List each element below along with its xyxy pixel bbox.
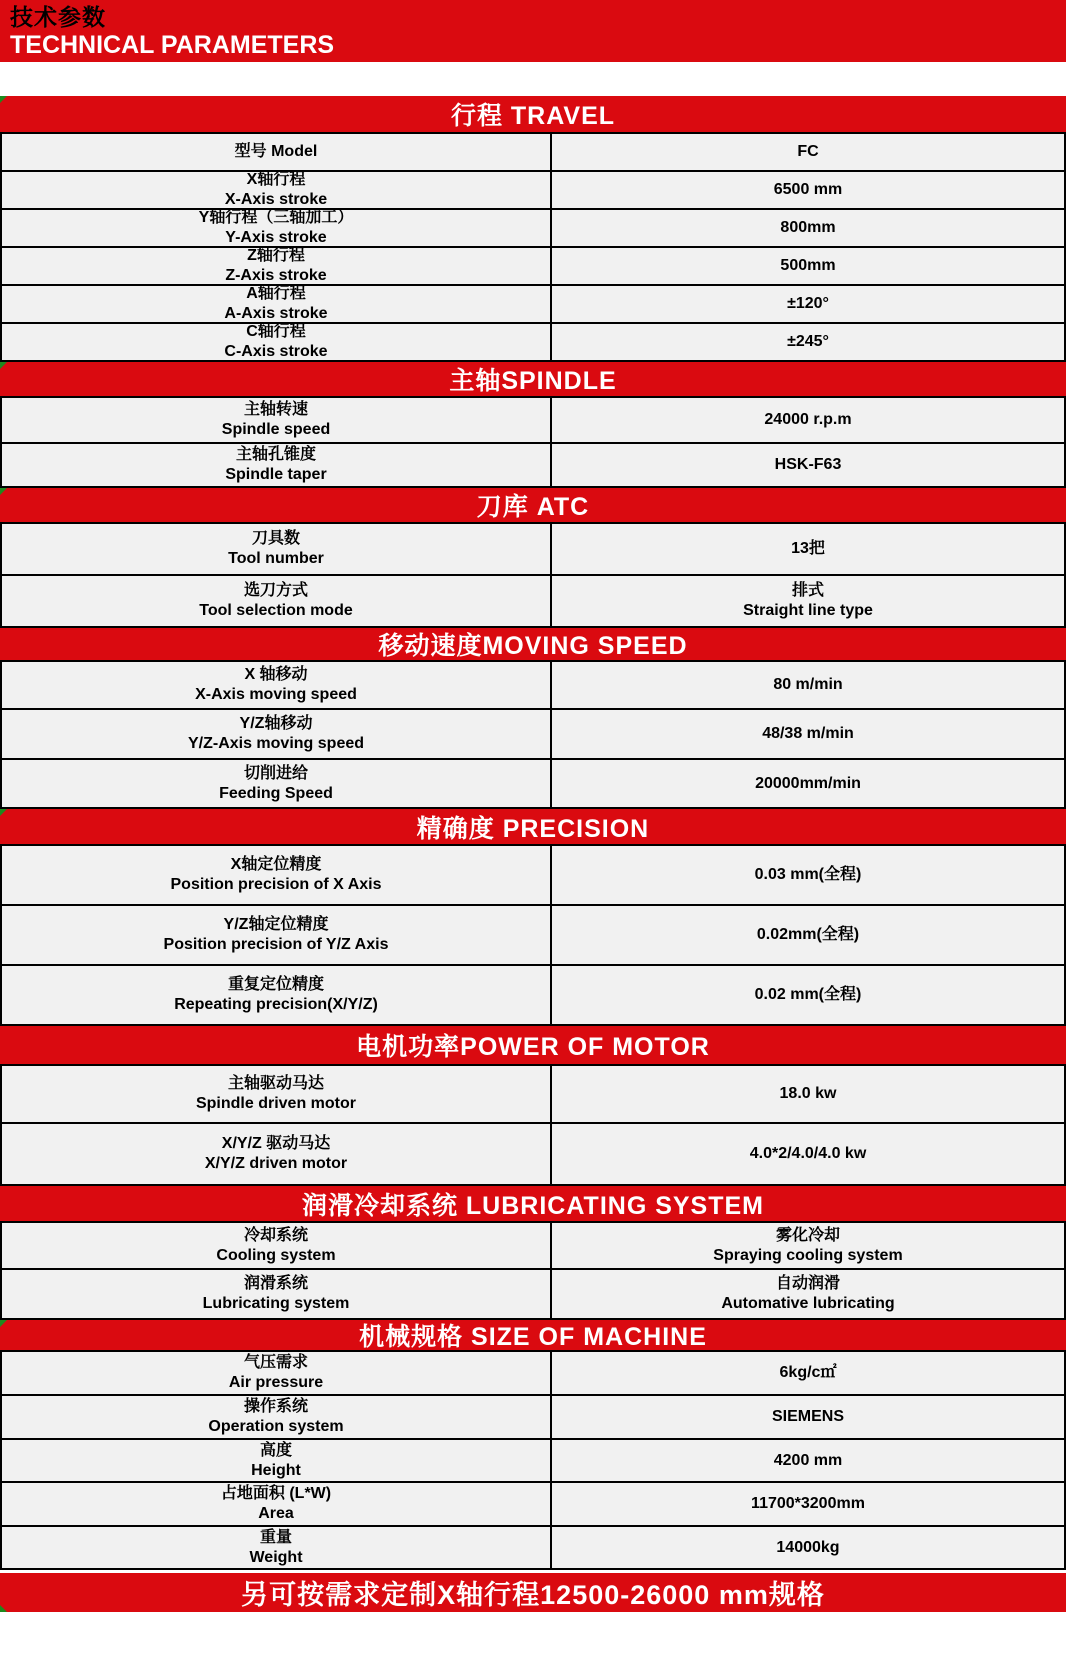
table-row [0,966,1066,1026]
table-row [0,1483,1066,1527]
param-label-line-1: 刀具数 [251,530,300,547]
param-label-line-2: Cooling system [216,1246,336,1264]
table-row [0,760,1066,809]
param-label-cell [2,134,552,170]
param-value-line-1: ±245° [787,333,829,350]
section-title: 移动速度MOVING SPEED [378,632,688,660]
param-label-line-2: Air pressure [228,1374,324,1391]
spec-table [0,96,1066,1570]
section-header [0,1026,1066,1066]
section-title: 机械规格 SIZE OF MACHINE [359,1323,707,1351]
param-label-line-2: Tool selection mode [199,602,353,619]
param-value-line-1: 800mm [780,219,836,236]
param-value-cell [552,1223,1064,1268]
table-row [0,398,1066,444]
param-label-line-2: Spindle taper [225,466,327,483]
table-row [0,906,1066,966]
param-value-line-1: 20000mm/min [755,774,861,792]
section-header [0,809,1066,846]
param-value-line-1: 48/38 m/min [762,725,854,742]
param-label-cell [2,662,552,708]
param-value-line-1: 4200 mm [773,1451,843,1469]
table-row [0,286,1066,324]
param-value-line-2: Spraying cooling system [713,1246,903,1264]
table-row [0,1440,1066,1483]
param-label-cell [2,1527,552,1568]
table-row [0,1270,1066,1320]
param-label-line-1: 主轴驱动马达 [227,1075,324,1092]
table-row [0,172,1066,210]
param-value-cell [552,1066,1064,1122]
param-value-line-1: 11700*3200mm [751,1495,865,1512]
table-row [0,134,1066,172]
section-title: 精确度 PRECISION [416,814,650,843]
table-row [0,1352,1066,1396]
param-label-cell [2,1270,552,1318]
green-corner-mark [0,809,7,816]
table-row [0,1527,1066,1570]
table-row [0,1396,1066,1440]
param-label-cell [2,576,552,626]
param-value-cell [552,1352,1064,1394]
section-header [0,96,1066,134]
param-value-cell [552,1483,1064,1525]
table-row [0,576,1066,628]
param-label-line-1: 高度 [259,1441,292,1459]
param-label-cell [2,966,552,1024]
param-label-line-2: Area [258,1505,294,1522]
param-label-cell [2,524,552,574]
section-header [0,488,1066,524]
section-header [0,1186,1066,1223]
param-label-cell [2,248,552,284]
param-value-cell [552,662,1064,708]
page-header-banner [0,0,1066,62]
param-label-line-1: 重量 [259,1528,292,1546]
param-label-line-2: A-Axis stroke [224,305,328,322]
param-value-cell [552,1124,1064,1184]
table-row [0,846,1066,906]
table-row [0,710,1066,760]
param-label-line-2: Spindle driven motor [195,1095,356,1112]
green-corner-mark [0,488,7,495]
section-header [0,1320,1066,1352]
param-label-cell [2,1352,552,1394]
table-row [0,662,1066,710]
param-value-cell [552,966,1064,1024]
param-label-line-1: 切削进给 [243,764,308,782]
page-title-chinese: 技术参数 [10,4,106,30]
param-label-line-2: Height [251,1461,301,1479]
param-label-line-2: X-Axis stroke [224,191,328,208]
param-value-cell [552,248,1064,284]
section-header [0,628,1066,662]
param-label-line-1: 润滑系统 [243,1275,308,1292]
header-spacer [0,62,1066,96]
param-label-line-1: 冷却系统 [243,1226,308,1244]
section-title: 润滑冷却系统 LUBRICATING SYSTEM [301,1191,765,1220]
param-label-cell [2,286,552,322]
param-label-line-1: Y/Z轴移动 [239,715,313,732]
param-label-line-2: Spindle speed [221,421,331,438]
param-value-cell [552,1527,1064,1568]
param-value-line-1: 13把 [791,540,825,557]
param-label-line-1: X 轴移动 [244,666,308,683]
param-value-cell [552,846,1064,904]
param-label-line-1: Y/Z轴定位精度 [223,916,329,933]
param-label-line-1: 占地面积 (L*W) [220,1485,332,1502]
param-label-cell [2,444,552,486]
param-label-line-1: X/Y/Z 驱动马达 [221,1135,331,1152]
param-value-line-1: 6kg/c㎡ [779,1364,837,1381]
param-value-line-1: 14000kg [776,1538,840,1556]
green-corner-mark [0,96,7,103]
param-value-cell [552,286,1064,322]
param-label-line-1: Y轴行程（三轴加工） [198,209,354,226]
param-label-line-2: C-Axis stroke [224,343,328,360]
param-value-cell [552,576,1064,626]
param-value-cell [552,444,1064,486]
param-label-line-2: X/Y/Z driven motor [204,1155,348,1172]
section-title: 电机功率POWER OF MOTOR [356,1033,710,1061]
param-value-cell [552,524,1064,574]
section-title: 主轴SPINDLE [449,367,617,395]
param-value-cell [552,1396,1064,1438]
param-label-line-1: 选刀方式 [243,582,308,599]
table-row [0,324,1066,362]
param-label-line-1: 操作系统 [243,1398,308,1415]
param-label-line-1: 主轴转速 [243,401,308,418]
param-value-line-1: 0.02mm(全程) [756,926,860,943]
section-title: 刀库 ATC [476,493,590,521]
param-value-cell [552,398,1064,442]
param-label-line-1: 型号 Model [234,143,318,160]
param-value-cell [552,760,1064,807]
param-label-line-2: Operation system [208,1418,344,1435]
param-label-cell [2,210,552,246]
section-title: 行程 TRAVEL [450,102,616,130]
param-label-line-2: Position precision of X Axis [170,876,382,893]
param-label-line-2: Z-Axis stroke [225,267,327,284]
table-row [0,444,1066,488]
param-label-line-2: X-Axis moving speed [195,686,357,703]
footer-note: 另可按需求定制X轴行程12500-26000 mm规格 [241,1580,825,1610]
green-corner-mark [0,1320,7,1327]
param-label-line-2: Tool number [228,550,324,567]
param-value-line-1: 18.0 kw [779,1085,837,1102]
param-value-line-1: 500mm [780,257,836,274]
param-label-cell [2,324,552,360]
param-value-line-1: FC [797,143,819,160]
param-value-line-1: 0.02 mm(全程) [754,986,862,1003]
param-value-line-1: 排式 [791,582,824,599]
param-label-cell [2,760,552,807]
param-label-cell [2,1396,552,1438]
param-label-cell [2,1223,552,1268]
table-row [0,1223,1066,1270]
table-row [0,1124,1066,1186]
param-label-line-2: Lubricating system [202,1295,350,1312]
section-header [0,362,1066,398]
param-label-cell [2,398,552,442]
param-value-line-1: 6500 mm [773,181,843,198]
param-label-line-1: X轴定位精度 [230,856,322,873]
table-row [0,524,1066,576]
param-label-cell [2,1124,552,1184]
param-value-line-1: 0.03 mm(全程) [754,866,862,883]
green-corner-mark [0,362,7,369]
param-label-cell [2,1440,552,1481]
param-label-cell [2,906,552,964]
param-value-line-1: HSK-F63 [774,456,842,473]
param-label-line-1: Z轴行程 [247,247,305,264]
param-label-line-1: C轴行程 [246,323,306,340]
param-label-line-2: Feeding Speed [219,784,333,802]
table-row [0,210,1066,248]
param-value-cell [552,1440,1064,1481]
param-value-line-1: SIEMENS [771,1408,844,1425]
param-value-cell [552,906,1064,964]
param-value-line-1: 自动润滑 [775,1275,840,1292]
param-value-line-1: 24000 r.p.m [764,411,852,428]
green-corner-mark [0,1605,7,1612]
param-label-line-2: Y-Axis stroke [225,229,327,246]
param-value-cell [552,710,1064,758]
table-row [0,1066,1066,1124]
param-value-cell [552,172,1064,208]
param-value-line-2: Straight line type [743,602,873,619]
page-title-english: TECHNICAL PARAMETERS [10,31,335,59]
param-value-line-1: ±120° [787,295,829,312]
param-value-line-1: 4.0*2/4.0/4.0 kw [749,1145,867,1162]
param-label-cell [2,710,552,758]
footer-banner [0,1573,1066,1612]
param-label-line-1: 气压需求 [243,1354,308,1371]
param-label-cell [2,172,552,208]
param-label-line-2: Y/Z-Axis moving speed [187,735,365,752]
param-label-cell [2,1066,552,1122]
param-value-cell [552,324,1064,360]
table-row [0,248,1066,286]
param-value-line-1: 80 m/min [773,676,843,693]
param-value-line-1: 雾化冷却 [775,1226,840,1244]
param-label-line-2: Weight [249,1548,303,1566]
param-label-line-1: X轴行程 [246,171,306,188]
param-label-line-1: A轴行程 [246,285,306,302]
param-label-line-2: Repeating precision(X/Y/Z) [174,996,378,1013]
param-label-line-1: 主轴孔锥度 [235,446,316,463]
param-value-line-2: Automative lubricating [721,1295,895,1312]
param-label-line-1: 重复定位精度 [227,976,324,993]
param-value-cell [552,134,1064,170]
param-label-cell [2,846,552,904]
param-value-cell [552,1270,1064,1318]
param-label-line-2: Position precision of Y/Z Axis [163,936,389,953]
param-value-cell [552,210,1064,246]
param-label-cell [2,1483,552,1525]
